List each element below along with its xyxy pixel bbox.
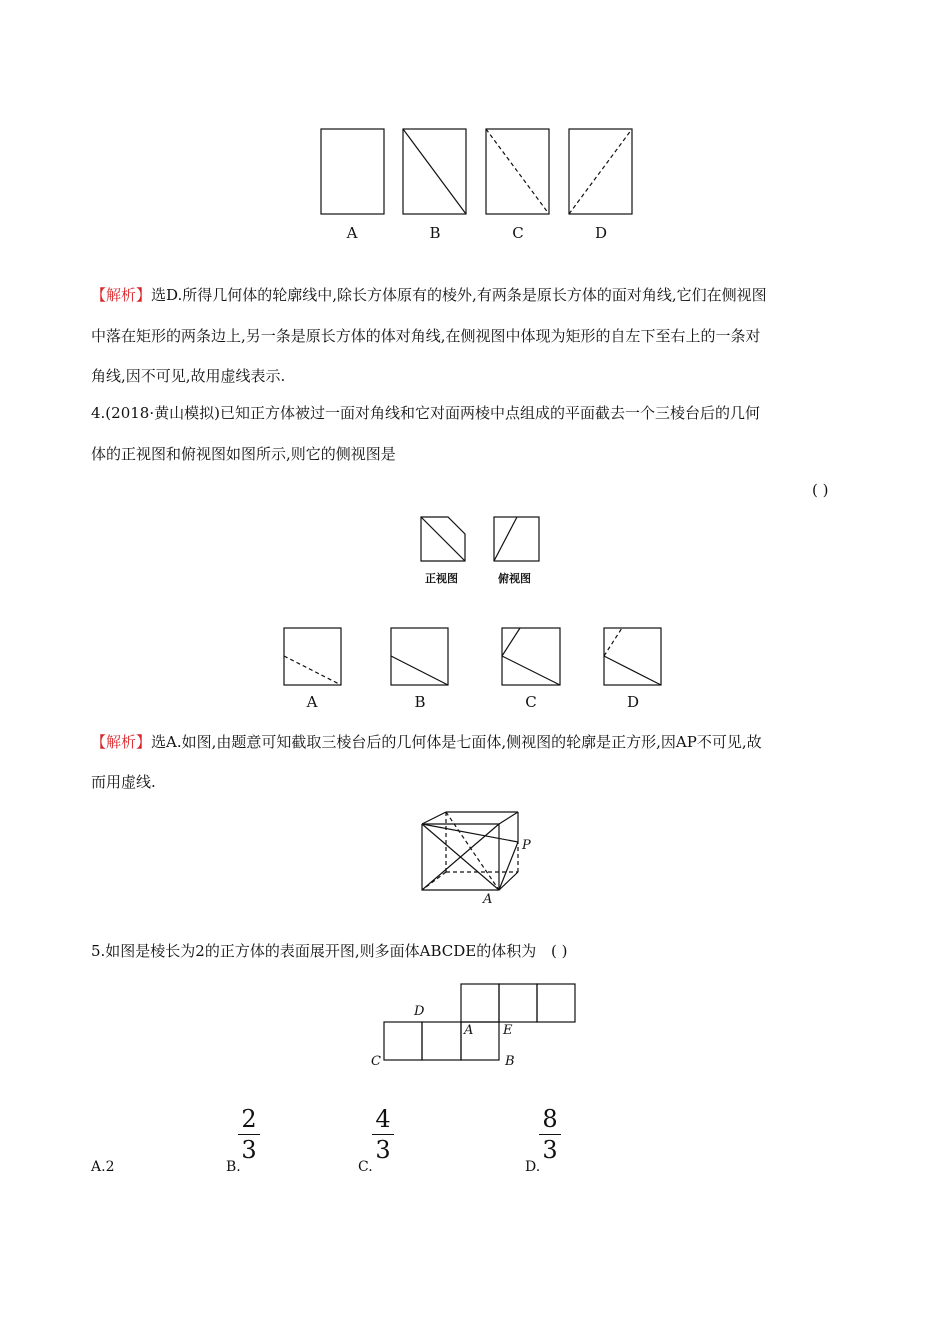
q4-label-b: B — [414, 693, 426, 711]
net-point-e: E — [503, 1023, 513, 1038]
q5-option-c-label: C. — [358, 1159, 373, 1175]
q5-option-b-label: B. — [226, 1159, 241, 1175]
top-view-outline — [494, 517, 539, 561]
net-point-c: C — [371, 1054, 381, 1069]
q4-option-c-rect — [502, 628, 560, 685]
q4-option-a-rect — [284, 628, 341, 685]
figure-cube-net — [0, 980, 950, 1070]
q4-label-d: D — [626, 693, 640, 711]
q5-question-line1: 5.如图是棱长为2的正方体的表面展开图,则多面体ABCDE的体积为 ( ) — [91, 942, 568, 960]
point-a-label: A — [483, 892, 493, 907]
q4-label-c: C — [525, 693, 537, 711]
front-view-label: 正视图 — [425, 572, 458, 585]
figure-cube-cut — [0, 800, 950, 910]
fig1-label-d: D — [594, 224, 608, 242]
top-view-label: 俯视图 — [498, 572, 531, 585]
q4-answer-paren: ( ) — [812, 481, 829, 499]
q5-option-a: A.2 — [91, 1159, 115, 1175]
figure-front-top-views — [0, 505, 950, 595]
q4-explanation-line2: 而用虚线. — [91, 773, 156, 791]
fig1-label-b: B — [429, 224, 441, 242]
figure-q4-options — [0, 620, 950, 692]
net-point-b: B — [505, 1054, 515, 1069]
explanation-tag: 【解析】 — [91, 733, 152, 751]
q5-option-c-fraction: 4 3 — [372, 1106, 394, 1163]
q4-label-a: A — [306, 693, 318, 711]
q4-question-line1: 4.(2018·黄山模拟)已知正方体被过一面对角线和它对面两棱中点组成的平面截去一个三棱台后的几何 — [91, 404, 760, 422]
q5-option-d-label: D. — [525, 1159, 541, 1175]
q3-explanation-line2: 中落在矩形的两条边上,另一条是原长方体的体对角线,在侧视图中体现为矩形的自左下至右上的一条对 — [91, 327, 761, 345]
q3-explanation-line3: 角线,因不可见,故用虚线表示. — [91, 367, 286, 385]
net-point-a: A — [464, 1023, 474, 1038]
q4-explanation-line1: 【解析】选A.如图,由题意可知截取三棱台后的几何体是七面体,侧视图的轮廓是正方形,因AP不可见,故 — [91, 733, 762, 751]
q5-option-b-fraction: 2 3 — [238, 1106, 260, 1163]
q5-answer-paren: ( ) — [551, 942, 568, 960]
explanation-tag: 【解析】 — [91, 286, 152, 304]
fig1-label-c: C — [512, 224, 524, 242]
option-a-rect — [321, 129, 384, 214]
q4-option-b-rect — [391, 628, 448, 685]
q4-option-d-rect — [604, 628, 661, 685]
q4-question-line2: 体的正视图和俯视图如图所示,则它的侧视图是 — [91, 445, 396, 463]
q5-option-d-fraction: 8 3 — [539, 1106, 561, 1163]
point-p-label: P — [522, 838, 531, 853]
figure-side-view-options — [0, 0, 950, 260]
fig1-label-a: A — [346, 224, 358, 242]
q3-explanation-line1: 【解析】选D.所得几何体的轮廓线中,除长方体原有的棱外,有两条是原长方体的面对角线,它们在侧视图 — [91, 286, 767, 304]
net-point-d: D — [414, 1004, 425, 1019]
